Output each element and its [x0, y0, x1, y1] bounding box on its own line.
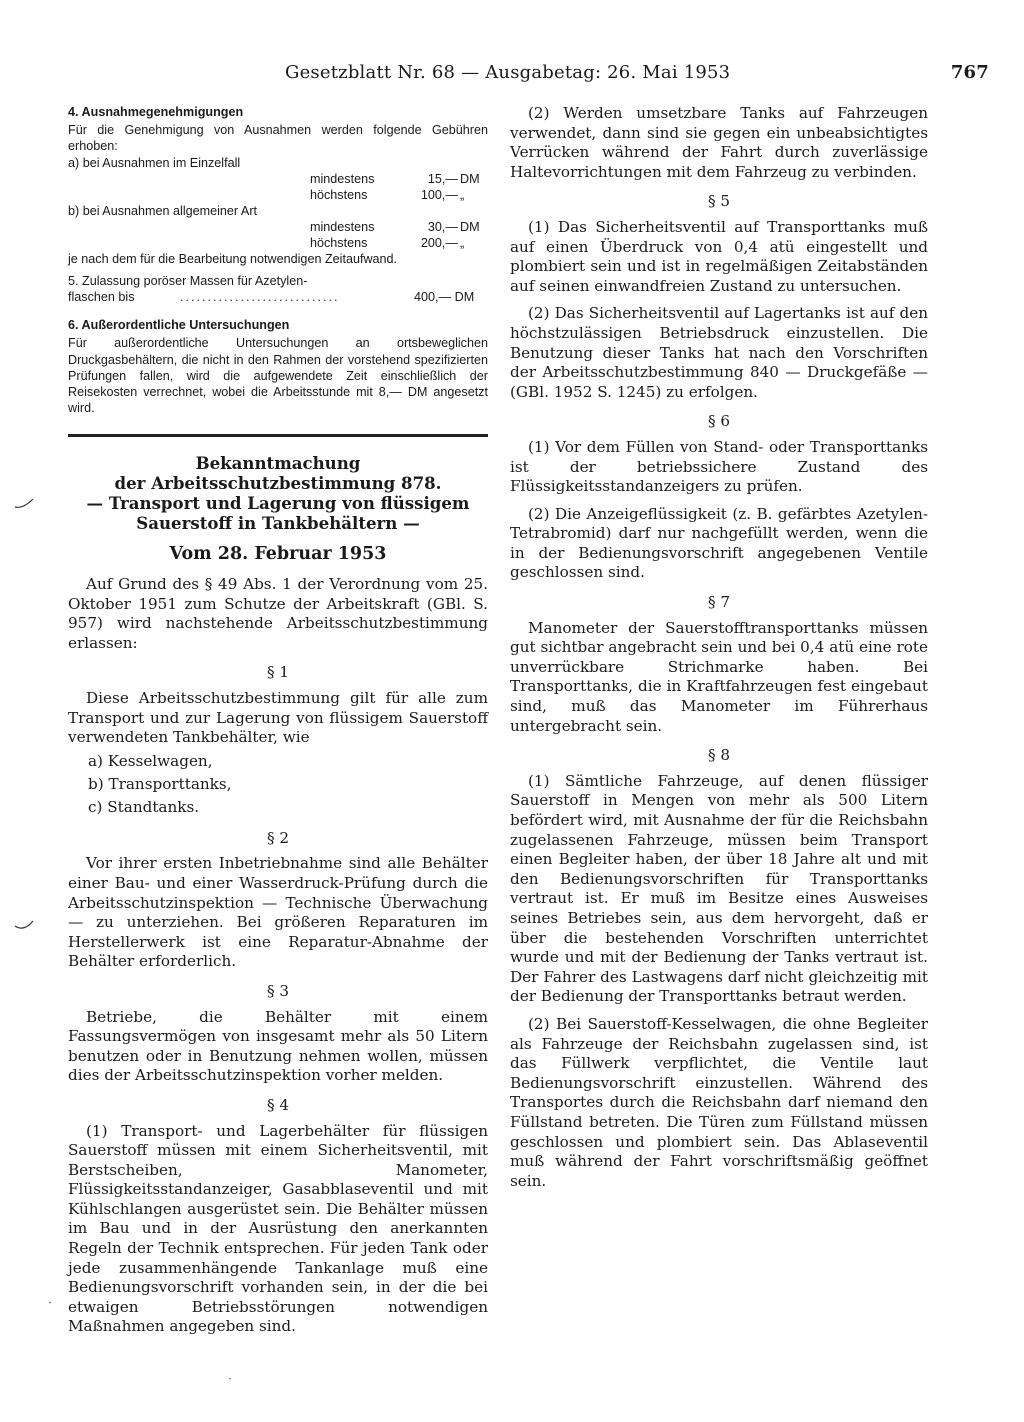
- section-divider: [68, 434, 488, 437]
- item4-intro: Für die Genehmigung von Ausnahmen werden folgende Gebühren erhoben:: [68, 123, 488, 154]
- section-text: (1) Sämtliche Fahrzeuge, auf denen flüssiger Sauerstoff in Mengen von mehr als 500 Litern befördert wird, mit Ausnahme der für die Reichsbahn zugelassenen Fahrzeuge, müssen beim Transport einen Begleiter haben, der über 18 Jahre alt und mit den Bedienungsvorschriften für Transporttanks vertraut ist. Er muß im Besitze eines Ausweises seines Betriebes sein, aus dem hervorgeht, daß er über die bestehenden Vorschriften unterrichtet wurde und mit der Bedienung der Tanks vertraut ist. Der Fahrer des Lastwagens darf nicht gleichzeitig mit der Bedienung der Transporttanks betraut werden.: [510, 771, 928, 1006]
- margin-tick-mark: [14, 918, 34, 932]
- section-heading: § 1: [266, 663, 290, 682]
- notice-date: Vom 28. Februar 1953: [169, 544, 387, 565]
- item6-title: 6. Außerordentliche Untersuchungen: [68, 318, 290, 333]
- item4-title: 4. Ausnahmegenehmigungen: [68, 105, 244, 119]
- fee-row: mindestens 30,— DM: [310, 220, 480, 235]
- section-text: (1) Vor dem Füllen von Stand- oder Transporttanks ist der betriebssichere Zustand des Flüssigkeitsstandanzeigers zu prüfen.: [510, 437, 928, 496]
- fee-row: höchstens 100,— „: [310, 187, 465, 202]
- left-column: [68, 104, 488, 1337]
- fee-a-label: a) bei Ausnahmen im Einzelfall: [68, 155, 241, 170]
- fee-b-label: b) bei Ausnahmen allgemeiner Art: [68, 203, 258, 218]
- section-text: Manometer der Sauerstofftransporttanks müssen gut sichtbar angebracht sein und bei 0,4 atü eine rote unverrückbare Strichmarke haben. Bei Transporttanks, die in Kraftfahrzeugen fest eingebaut sind, muß das Manometer im Führerhaus untergebracht sein.: [510, 618, 928, 735]
- section-text: Vor ihrer ersten Inbetriebnahme sind alle Behälter einer Bau- und einer Wasserdruck-Prüfung durch die Arbeitsschutzinspektion — Technische Überwachung — zu unterziehen. Bei größeren Reparaturen im Herstellerwerk ist eine Reparatur-Abnahme der Behälter erforderlich.: [68, 854, 488, 971]
- fee-schedule: [68, 104, 488, 416]
- scan-speck: ·: [48, 1296, 52, 1310]
- margin-tick-mark: [14, 496, 34, 510]
- list-item: a) Kesselwagen,: [88, 751, 213, 770]
- section-heading: § 4: [266, 1095, 290, 1114]
- running-head: Gesetzblatt Nr. 68 — Ausgabetag: 26. Mai 1953: [285, 62, 731, 83]
- notice-title: Bekanntmachung der Arbeitsschutzbestimmung 878. — Transport und Lagerung von flüssigem Sauerstoff in Tankbehältern —: [86, 453, 470, 534]
- item5-row: 5. Zulassung poröser Massen für Azetylen- flaschen bis ............................. 400,— DM: [68, 274, 475, 305]
- section-heading: § 6: [707, 412, 731, 431]
- section-text: (2) Das Sicherheitsventil auf Lagertanks ist auf den höchstzulässigen Betriebsdruck einzustellen. Die Benutzung dieser Tanks hat nach den Vorschriften der Arbeitsschutzbestimmung 840 — Druckgefäße — (GBl. 1952 S. 1245) zu erfolgen.: [510, 304, 928, 401]
- item6-text: Für außerordentliche Untersuchungen an ortsbeweglichen Druckgasbehältern, die nicht in den Rahmen der vorstehend spezifizierten Prüfungen fallen, wird die aufgewendete Zeit einschließlich der Reisekosten verrechnet, wobei die Arbeitsstunde mit 8,— DM angesetzt wird.: [68, 336, 488, 416]
- section-heading: § 5: [707, 192, 731, 211]
- section-text: Diese Arbeitsschutzbestimmung gilt für alle zum Transport und zur Lagerung von flüssigem Sauerstoff verwendeten Tankbehälter, wie: [68, 689, 488, 747]
- section-text: (2) Die Anzeigeflüssigkeit (z. B. gefärbtes Azetylen-Tetrabromid) darf nur nachgefüllt werden, wenn die in der Bedienungsvorschrift angegebenen Ventile geschlossen sind.: [510, 504, 928, 582]
- section-text: (2) Werden umsetzbare Tanks auf Fahrzeugen verwendet, dann sind sie gegen ein unbeabsichtigtes Verrücken während der Fahrt durch zuverlässige Haltevorrichtungen mit dem Fahrzeug zu verbinden.: [510, 104, 928, 181]
- page-header: [285, 62, 989, 90]
- preamble: Auf Grund des § 49 Abs. 1 der Verordnung vom 25. Oktober 1951 zum Schutze der Arbeitskraft (GBl. S. 957) wird nachstehende Arbeitsschutzbestimmung erlassen:: [68, 575, 488, 652]
- section-heading: § 7: [707, 593, 731, 612]
- leader-dots: .............................: [180, 290, 340, 305]
- list-item: b) Transporttanks,: [88, 774, 232, 793]
- section-text: (1) Transport- und Lagerbehälter für flüssigen Sauerstoff müssen mit einem Sicherheitsventil, mit Berstscheiben, Manometer, Flüssigkeitsstandanzeiger, Gasabblaseventil und mit Kühlschlangen ausgerüstet sein. Die Behälter müssen im Bau und in der Ausrüstung den anerkannten Regeln der Technik entsprechen. Für jeden Tank oder jede zusammenhängende Tankanlage muß eine Bedienungsvorschrift vorhanden sein, in der die bei etwaigen Betriebsstörungen notwendigen Maßnahmen angegeben sind.: [68, 1121, 488, 1336]
- list-item: c) Standtanks.: [88, 797, 200, 816]
- section-text: Betriebe, die Behälter mit einem Fassungsvermögen von insgesamt mehr als 50 Litern benutzen oder in Benutzung nehmen wollen, müssen dies der Arbeitsschutzinspektion vorher melden.: [68, 1007, 488, 1085]
- fee-row: mindestens 15,— DM: [310, 171, 480, 186]
- scan-speck: ·: [228, 1372, 232, 1386]
- page-number: 767: [950, 62, 989, 83]
- fee-row: höchstens 200,— „: [310, 236, 465, 251]
- section-text: (2) Bei Sauerstoff-Kesselwagen, die ohne Begleiter als Fahrzeuge der Reichsbahn zugelassen sind, ist das Füllwerk verpflichtet, die Ventile laut Bedienungsvorschrift einzustellen. Während des Transportes durch die Reichsbahn darf niemand den Füllstand betreten. Die Türen zum Füllstand müssen geschlossen und plombiert sein. Das Ablaseventil muß während der Fahrt vorschriftsmäßig geöffnet sein.: [510, 1014, 928, 1190]
- section-text: (1) Das Sicherheitsventil auf Transporttanks muß auf einen Überdruck von 0,4 atü eingestellt und plombiert sein und ist in regelmäßigen Zeitabständen auf seinen einwandfreien Zustand zu untersuchen.: [510, 217, 928, 295]
- fee-note: je nach dem für die Bearbeitung notwendigen Zeitaufwand.: [68, 252, 398, 267]
- section-heading: § 3: [266, 981, 290, 1000]
- section-heading: § 2: [266, 828, 290, 847]
- section-heading: § 8: [707, 746, 731, 765]
- right-column: [510, 104, 928, 1199]
